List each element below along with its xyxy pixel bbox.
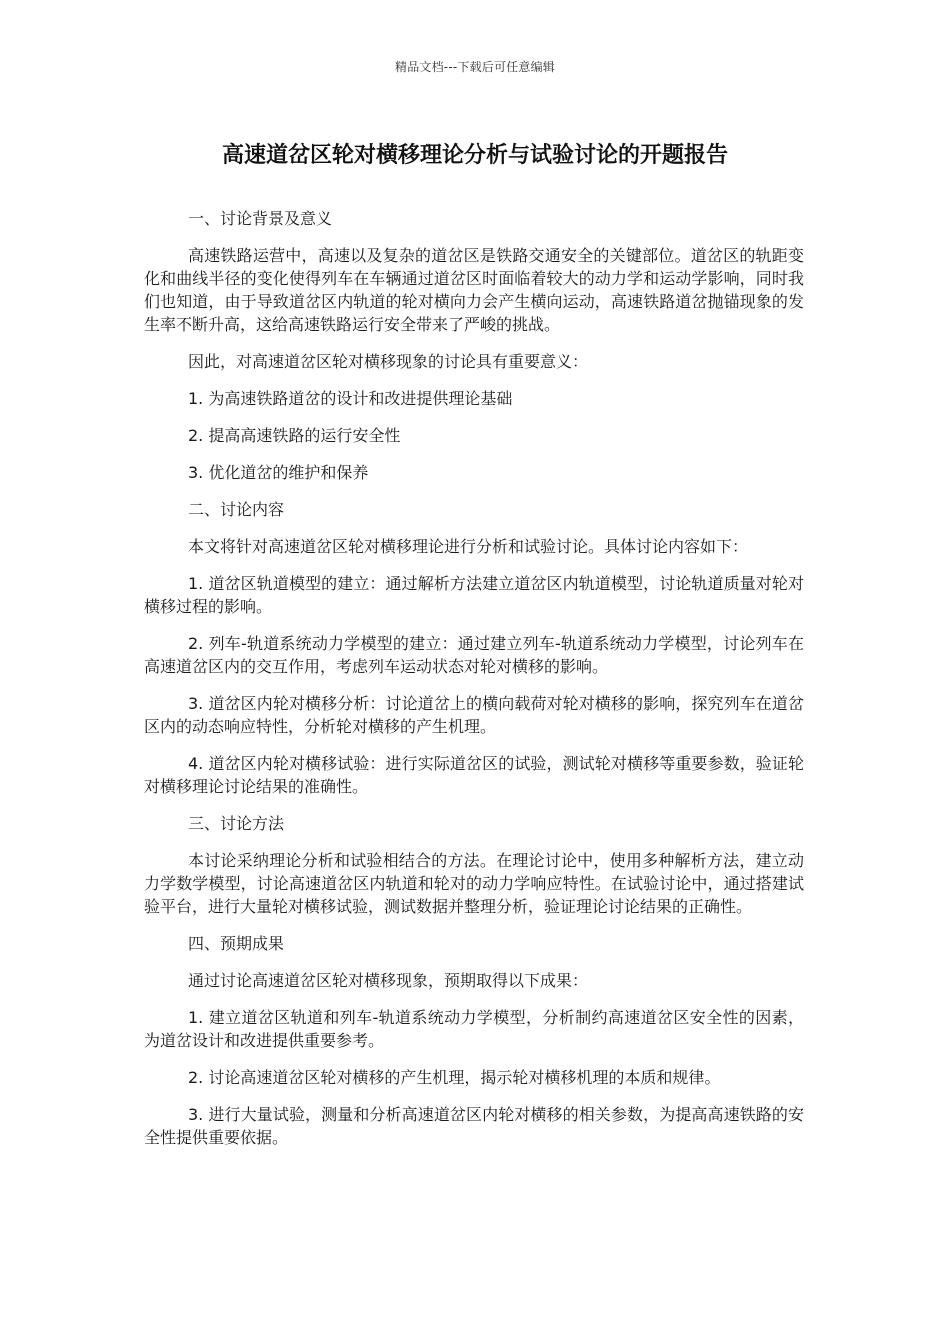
document-title: 高速道岔区轮对横移理论分析与试验讨论的开题报告	[221, 143, 728, 168]
list-item: 2. 列车-轨道系统动力学模型的建立：通过建立列车-轨道系统动力学模型，讨论列车在高速道岔区内的交互作用，考虑列车运动状态对轮对横移的影响。	[144, 634, 804, 676]
list-item: 1. 为高速铁路道岔的设计和改进提供理论基础	[188, 389, 513, 408]
paragraph: 高速铁路运营中，高速以及复杂的道岔区是铁路交通安全的关键部位。道岔区的轨距变化和曲线半径的变化使得列车在车辆通过道岔区时面临着较大的动力学和运动学影响，同时我们也知道，由于导致道岔区内轨道的轮对横向力会产生横向运动，高速铁路道岔抛锚现象的发生率不断升高，这给高速铁路运行安全带来了严峻的挑战。	[144, 246, 804, 334]
list-item: 3. 优化道岔的维护和保养	[188, 463, 369, 482]
list-item: 2. 讨论高速道岔区轮对横移的产生机理，揭示轮对横移机理的本质和规律。	[188, 1068, 721, 1087]
section-heading-method: 三、讨论方法	[188, 814, 285, 833]
list-item: 2. 提高高速铁路的运行安全性	[188, 426, 401, 445]
section-heading-background: 一、讨论背景及意义	[188, 209, 333, 228]
document-body	[144, 207, 804, 1163]
paragraph: 通过讨论高速道岔区轮对横移现象，预期取得以下成果：	[188, 971, 589, 990]
paragraph: 因此，对高速道岔区轮对横移现象的讨论具有重要意义：	[188, 352, 589, 371]
list-item: 4. 道岔区内轮对横移试验：进行实际道岔区的试验，测试轮对横移等重要参数，验证轮对横移理论讨论结果的准确性。	[144, 754, 804, 796]
section-heading-content: 二、讨论内容	[188, 500, 285, 519]
list-item: 3. 进行大量试验，测量和分析高速道岔区内轮对横移的相关参数，为提高高速铁路的安全性提供重要依据。	[144, 1105, 804, 1147]
list-item: 1. 道岔区轨道模型的建立：通过解析方法建立道岔区内轨道模型，讨论轨道质量对轮对横移过程的影响。	[144, 574, 804, 616]
list-item: 1. 建立道岔区轨道和列车-轨道系统动力学模型，分析制约高速道岔区安全性的因素，为道岔设计和改进提供重要参考。	[144, 1008, 804, 1050]
paragraph: 本文将针对高速道岔区轮对横移理论进行分析和试验讨论。具体讨论内容如下：	[188, 537, 749, 556]
header-note: 精品文档---下载后可任意编辑	[395, 60, 555, 74]
paragraph: 本讨论采纳理论分析和试验相结合的方法。在理论讨论中，使用多种解析方法，建立动力学数学模型，讨论高速道岔区内轨道和轮对的动力学响应特性。在试验讨论中，通过搭建试验平台，进行大量轮对横移试验，测试数据并整理分析，验证理论讨论结果的正确性。	[144, 851, 804, 916]
section-heading-results: 四、预期成果	[188, 934, 285, 953]
list-item: 3. 道岔区内轮对横移分析：讨论道岔上的横向载荷对轮对横移的影响，探究列车在道岔区内的动态响应特性，分析轮对横移的产生机理。	[144, 694, 804, 736]
